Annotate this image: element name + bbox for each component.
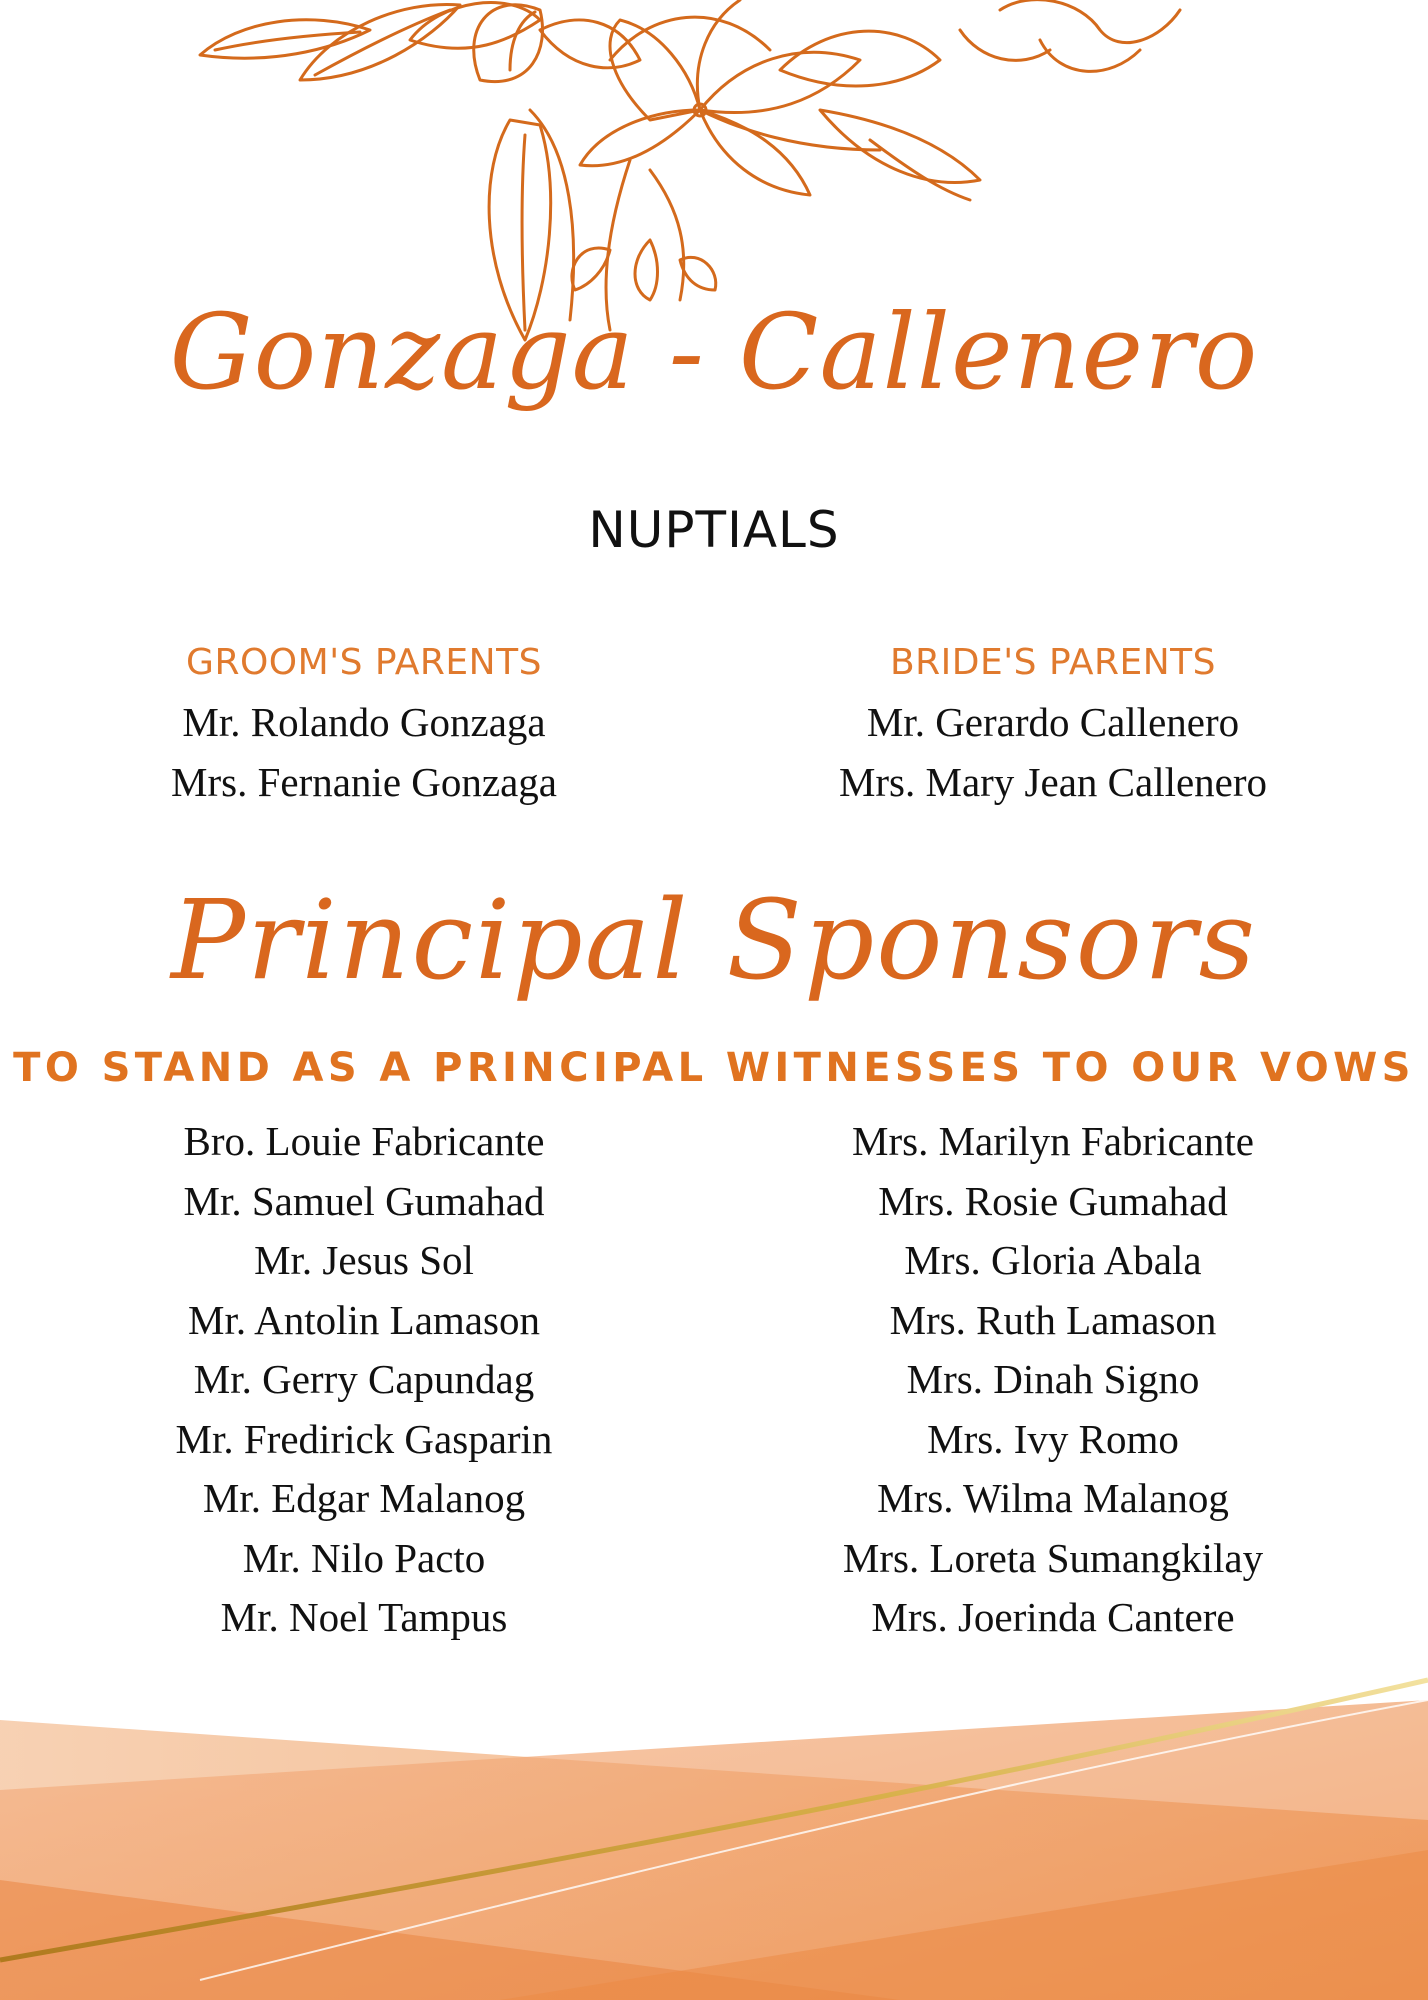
bride-parents-section — [733, 642, 1373, 812]
groom-parents-section — [44, 642, 684, 812]
bride-parent-name: Mrs. Mary Jean Callenero — [838, 758, 1268, 805]
groom-parent-name: Mr. Rolando Gonzaga — [182, 699, 546, 745]
sponsor-name: Mrs. Ivy Romo — [927, 1415, 1179, 1462]
sponsor-name: Mr. Fredirick Gasparin — [175, 1415, 553, 1462]
sponsor-name: Mr. Samuel Gumahad — [183, 1177, 545, 1224]
sponsors-left-column — [44, 1112, 684, 1648]
decorative-footer — [0, 1660, 1428, 2000]
sponsor-name: Mrs. Marilyn Fabricante — [852, 1118, 1254, 1164]
sponsors-subtitle: TO STAND AS A PRINCIPAL WITNESSES TO OUR VOWS — [13, 1045, 1415, 1091]
sponsor-name: Mr. Edgar Malanog — [202, 1475, 526, 1521]
sponsor-name: Mr. Gerry Capundag — [193, 1356, 535, 1402]
sponsor-name: Mr. Jesus Sol — [254, 1237, 474, 1283]
event-label: NUPTIALS — [588, 501, 840, 559]
sponsors-title: Principal Sponsors — [170, 876, 1258, 1004]
groom-parents-heading: GROOM'S PARENTS — [186, 642, 542, 683]
sponsor-name: Mr. Nilo Pacto — [242, 1534, 486, 1581]
sponsor-name: Mrs. Loreta Sumangkilay — [842, 1534, 1264, 1581]
bride-parents-heading: BRIDE'S PARENTS — [889, 642, 1217, 683]
sponsor-name: Mrs. Wilma Malanog — [877, 1475, 1229, 1521]
groom-parent-name: Mrs. Fernanie Gonzaga — [171, 758, 557, 805]
sponsor-name: Bro. Louie Fabricante — [183, 1118, 545, 1164]
couple-title: Gonzaga - Callenero — [169, 291, 1259, 413]
sponsor-name: Mrs. Dinah Signo — [906, 1356, 1200, 1402]
sponsor-name: Mr. Antolin Lamason — [188, 1296, 540, 1343]
bride-parent-name: Mr. Gerardo Callenero — [866, 699, 1240, 745]
sponsor-name: Mrs. Joerinda Cantere — [871, 1594, 1235, 1640]
sponsor-name: Mrs. Gloria Abala — [904, 1237, 1202, 1283]
sponsors-right-column — [733, 1112, 1373, 1648]
sponsor-name: Mrs. Rosie Gumahad — [878, 1177, 1228, 1224]
sponsor-name: Mrs. Ruth Lamason — [889, 1296, 1217, 1343]
sponsor-name: Mr. Noel Tampus — [220, 1594, 508, 1640]
